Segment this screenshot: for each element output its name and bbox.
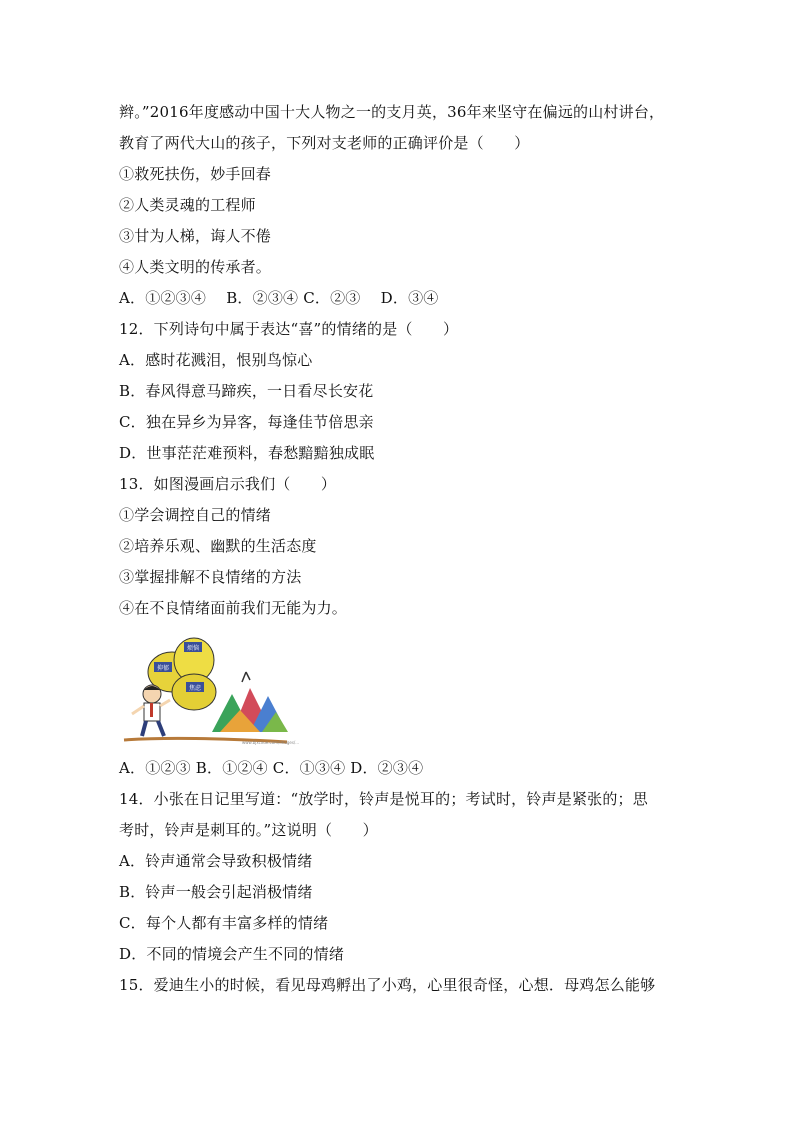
- question-13: 13．如图漫画启示我们（ ）: [119, 475, 337, 493]
- option-line: ②培养乐观、幽默的生活态度: [119, 537, 317, 555]
- choice-d: D．世事茫茫难预料，春愁黯黯独成眠: [119, 444, 375, 462]
- option-line: ③掌握排解不良情绪的方法: [119, 568, 302, 586]
- option-line: ①学会调控自己的情绪: [119, 506, 272, 524]
- option-line: ②人类灵魂的工程师: [119, 196, 256, 214]
- choice-c: C．独在异乡为异客，每逢佳节倍思亲: [119, 413, 374, 431]
- choice-a: A．铃声通常会导致积极情绪: [119, 852, 313, 870]
- choice-b: B．铃声一般会引起消极情绪: [119, 883, 313, 901]
- option-line: ④人类文明的传承者。: [119, 258, 272, 276]
- mountain-pile: [212, 672, 288, 732]
- answer-choices: A．①②③④ B．②③④ C．②③ D．③④: [119, 289, 439, 307]
- option-line: ④在不良情绪面前我们无能为力。: [119, 599, 348, 617]
- answer-choices: A．①②③ B．①②④ C．①③④ D．②③④: [119, 759, 424, 777]
- cartoon-illustration: [122, 632, 300, 748]
- option-line: ①救死扶伤，妙手回春: [119, 165, 272, 183]
- option-line: ③甘为人梯，诲人不倦: [119, 227, 272, 245]
- choice-c: C．每个人都有丰富多样的情绪: [119, 914, 329, 932]
- question-14: 14．小张在日记里写道：“放学时，铃声是悦耳的；考试时，铃声是紧张的；思: [119, 790, 648, 808]
- text-line: 考时，铃声是刺耳的。”这说明（ ）: [119, 821, 378, 839]
- question-12: 12．下列诗句中属于表达“喜”的情绪的是（ ）: [119, 320, 459, 338]
- label-fannao: 烦恼: [186, 645, 200, 652]
- choice-d: D．不同的情境会产生不同的情绪: [119, 945, 345, 963]
- text-line: 辫。”2016年度感动中国十大人物之一的支月英，36年来坚守在偏远的山村讲台，: [119, 103, 665, 121]
- choice-b: B．春风得意马蹄疾，一日看尽长安花: [119, 382, 374, 400]
- text-line: 教育了两代大山的孩子，下列对支老师的正确评价是（ ）: [119, 134, 530, 152]
- label-jiaolv: 焦虑: [188, 685, 202, 692]
- watermark: www.bjxcxue.com/images/...: [242, 740, 300, 745]
- label-yiyu: 抑郁: [156, 665, 170, 672]
- question-15: 15．爱迪生小的时候，看见母鸡孵出了小鸡，心里很奇怪，心想．母鸡怎么能够: [119, 976, 656, 994]
- choice-a: A．感时花溅泪，恨别鸟惊心: [119, 351, 313, 369]
- person-figure: [132, 685, 170, 736]
